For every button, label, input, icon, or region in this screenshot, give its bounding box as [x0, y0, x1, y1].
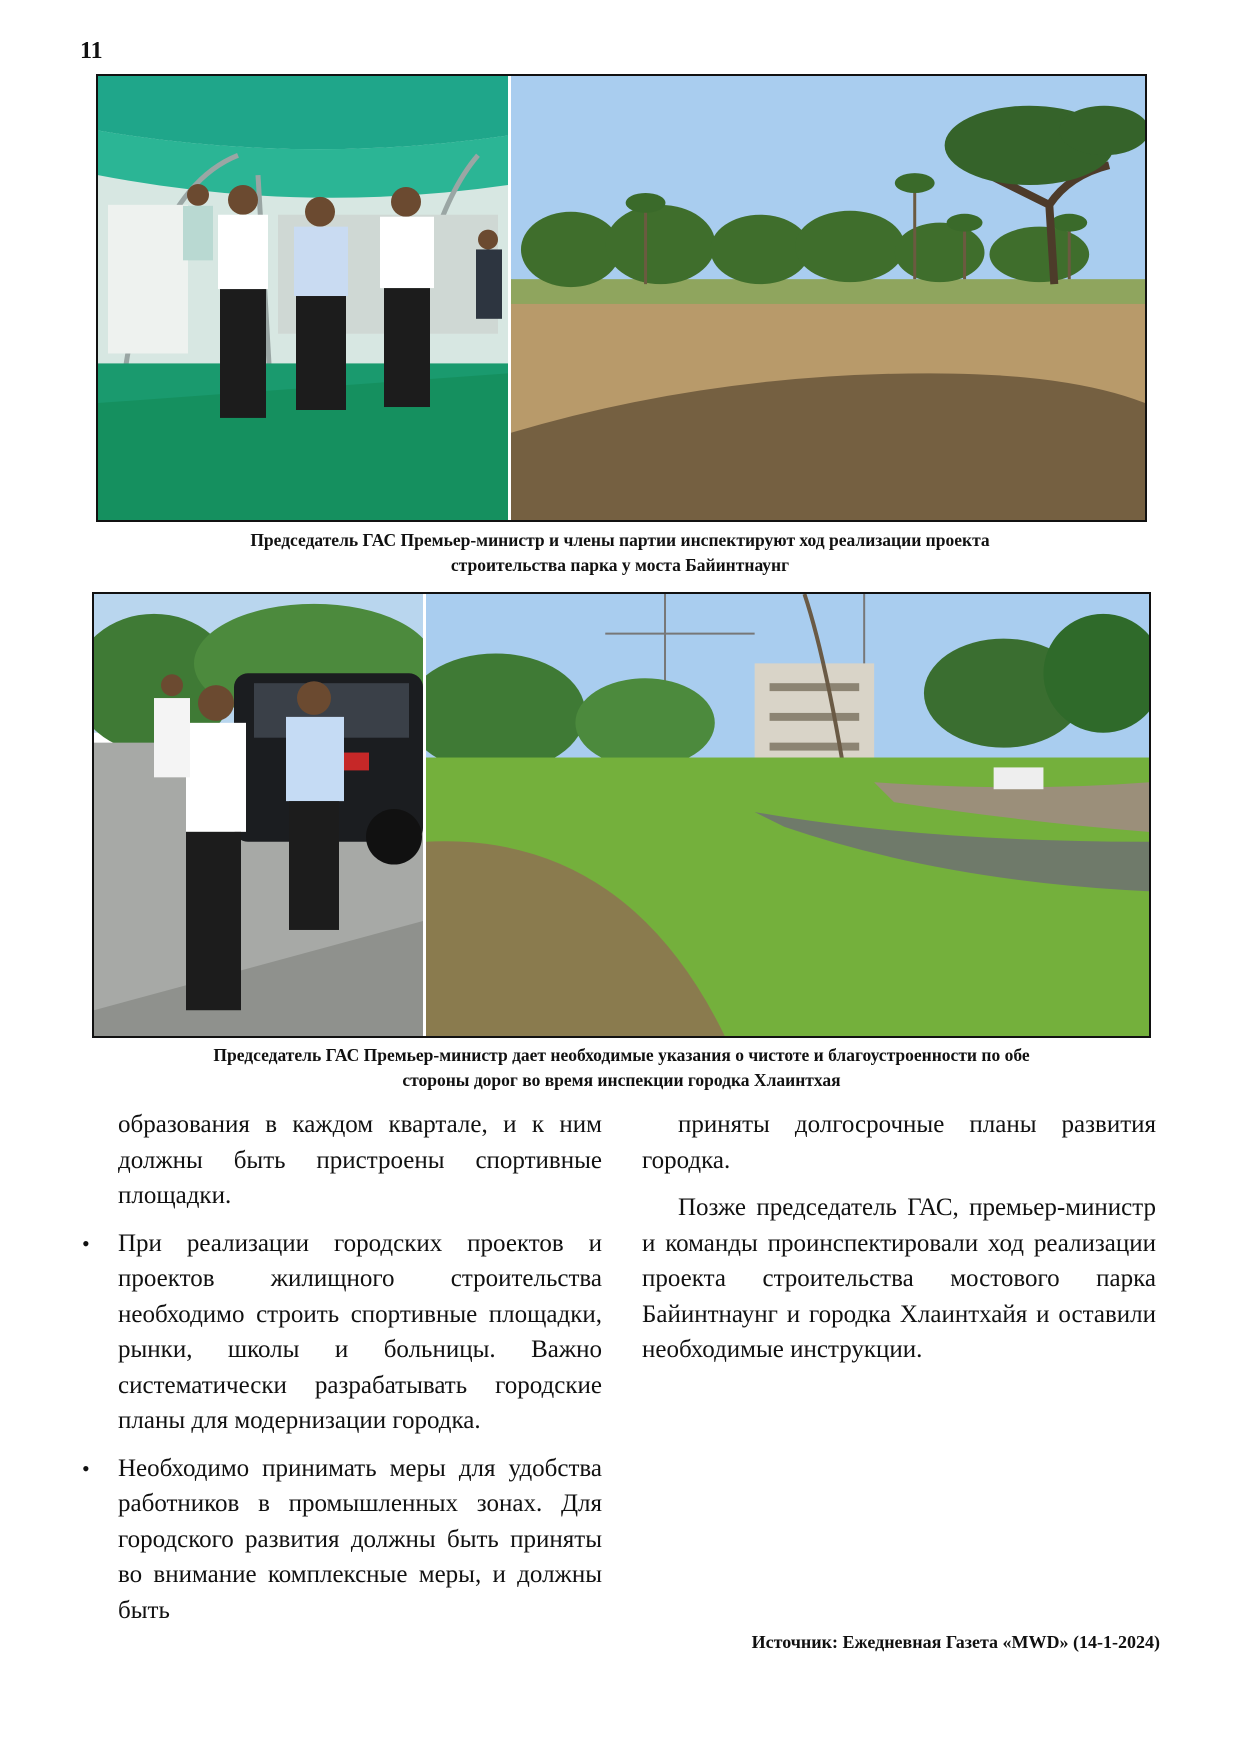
article-right-column [642, 1107, 1156, 1380]
caption-line: Председатель ГАС Премьер-министр и члены партии инспектируют ход реализации проекта [250, 530, 990, 550]
bullet-item: • При реализации городских проектов и проектов жилищного строительства необходимо строить спортивные площадки, рынки, школы и больницы. Важно систематически разрабатывать городские планы для модернизации городка. [118, 1226, 602, 1439]
bullet-list [118, 1226, 602, 1629]
article-left-column [118, 1107, 602, 1640]
page-number: 11 [80, 38, 103, 64]
photo-block-1 [96, 74, 1147, 522]
continued-paragraph: приняты долгосрочные планы развития городка. [642, 1111, 1156, 1174]
bullet-item: • Необходимо принимать меры для удобства работников в промышленных зонах. Для городского развития должны быть приняты во внимание комплексные меры, и должны быть [118, 1451, 602, 1629]
officials-beside-suv-photo [94, 594, 423, 1036]
caption-line: Председатель ГАС Премьер-министр дает необходимые указания о чистоте и благоустроенности по обе [213, 1045, 1030, 1065]
officials-under-green-canopy-photo [98, 76, 508, 520]
continued-paragraph: образования в каждом квартале, и к ним должны быть пристроены спортивные площадки. [118, 1111, 602, 1209]
source-credit: Источник: Ежедневная Газета «MWD» (14-1-2024) [751, 1632, 1160, 1652]
photo-block-2 [92, 592, 1151, 1038]
caption-line: стороны дорог во время инспекции городка Хлаинтхая [402, 1070, 841, 1090]
paragraph: Позже председатель ГАС, премьер-министр и команды проинспектировали ход реализации проекта строительства мостового парка Байинтнаунг и городка Хлаинтхайя и оставили необходимые инструкции. [642, 1194, 1156, 1363]
caption-line: строительства парка у моста Байинтнаунг [450, 555, 790, 575]
roadside-canal-grass-photo [423, 594, 1149, 1036]
open-field-with-trees-photo [508, 76, 1145, 520]
photo-caption-2 [92, 1043, 1151, 1093]
photo-caption-1 [100, 528, 1140, 578]
